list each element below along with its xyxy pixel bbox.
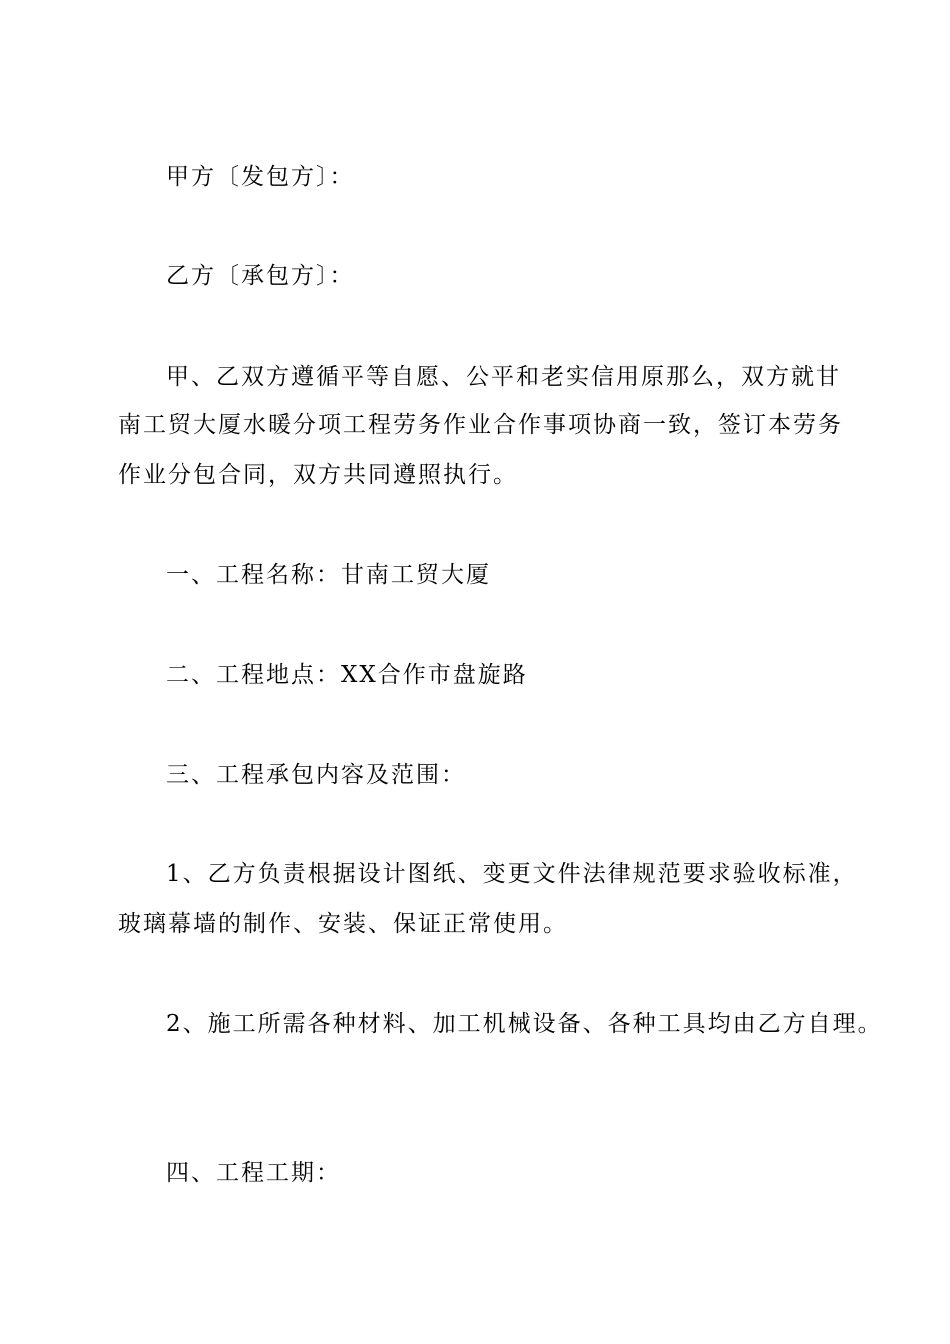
section-project-location: 二、工程地点：XX合作市盘旋路 xyxy=(166,662,528,688)
party-a-line: 甲方〔发包方〕： xyxy=(166,164,355,190)
scope-item-1-line-1: 1、乙方负责根据设计图纸、变更文件法律规范要求验收标准， xyxy=(166,861,858,887)
section-project-name: 一、工程名称：甘南工贸大厦 xyxy=(166,562,491,588)
intro-line-1: 甲、乙双方遵循平等自愿、公平和老实信用原那么，双方就甘 xyxy=(166,364,841,390)
intro-line-2: 南工贸大厦水暖分项工程劳务作业合作事项协商一致，签订本劳务 xyxy=(118,412,843,438)
scope-item-2: 2、施工所需各种材料、加工机械设备、各种工具均由乙方自理。 xyxy=(166,1011,883,1037)
scope-item-1-line-2: 玻璃幕墙的制作、安装、保证正常使用。 xyxy=(118,911,568,937)
section-scope-heading: 三、工程承包内容及范围： xyxy=(166,762,466,788)
party-b-line: 乙方〔承包方〕： xyxy=(166,263,355,289)
intro-line-3: 作业分包合同，双方共同遵照执行。 xyxy=(118,462,518,488)
section-duration-heading: 四、工程工期： xyxy=(166,1160,341,1186)
